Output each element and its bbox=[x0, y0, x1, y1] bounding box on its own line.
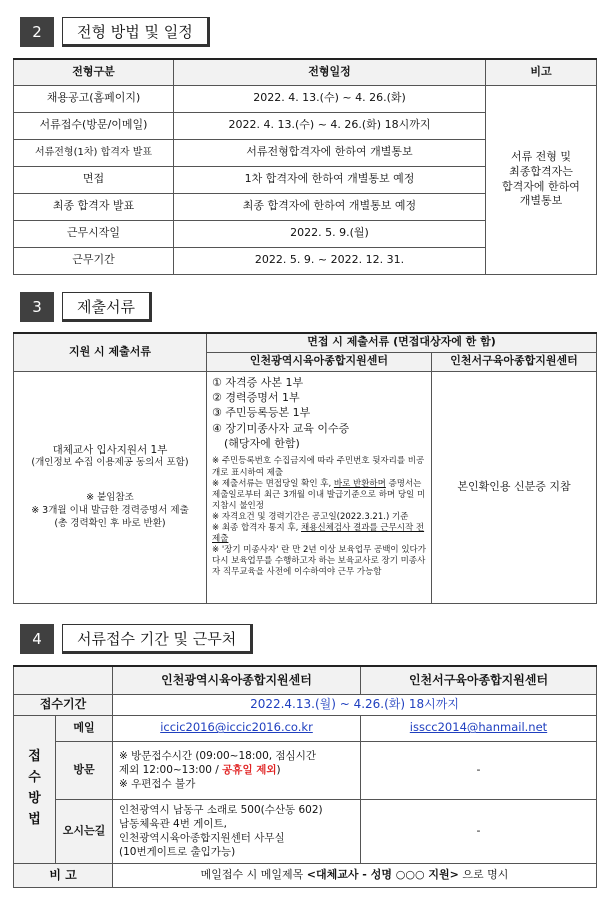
interview-docs-cell: ① 자격증 사본 1부 ② 경력증명서 1부 ③ 주민등록등본 1부 ④ 장기미종사자 교육 이수증 (해당자에 한함) ※ 주민등록번호 수집금지에 따라 주민번호 뒷자리를 비공개로 표시하여 제출 ※ 제출서류는 면접당일 확인 후, 바로 반환하며 증명서는 제출일로부터 최근 3개월 이내 발급기준으로 하며 당일 미지참시 불인정 ※ 자격요건 및 경력기간은 공고일(2022.3.21.) 기준 ※ 최종 합격자 통지 후, 채용신체검사 결과를 근무시작 전 제출 ※ '장기 미종사자' 란 만 2년 이상 보육업무 공백이 있다가 다시 보육업무를 수행하고자 하는 보육교사로 장기 미종사자 직무교육을 사전에 이수하여야 근무 가능함 bbox=[207, 371, 432, 603]
remark-value: 메일접수 시 메일제목 <대체교사 - 성명 ○○○ 지원> 으로 명시 bbox=[113, 863, 597, 887]
row-schedule: 서류전형합격자에 한하여 개별통보 bbox=[174, 139, 486, 166]
directions-center2: - bbox=[361, 799, 597, 863]
method-label: 접 수 방 법 bbox=[14, 715, 56, 863]
directions-label: 오시는길 bbox=[56, 799, 113, 863]
section2-title: 전형 방법 및 일정 bbox=[62, 17, 210, 47]
header-blank bbox=[14, 666, 113, 694]
header-center2: 인천서구육아종합지원센터 bbox=[432, 352, 597, 371]
period-value: 2022.4.13.(월) ~ 4.26.(화) 18시까지 bbox=[113, 694, 597, 715]
remark-label: 비 고 bbox=[14, 863, 113, 887]
section3-header bbox=[20, 292, 152, 322]
documents-table bbox=[13, 332, 597, 604]
apply-docs-cell: 대체교사 입사지원서 1부 (개인정보 수집 이용제공 동의서 포함) ※ 붙임참조 ※ 3개월 이내 발급한 경력증명서 제출 (총 경력확인 후 바로 반환) bbox=[14, 371, 207, 603]
row-label: 채용공고(홈페이지) bbox=[14, 85, 174, 112]
header-note: 비고 bbox=[486, 59, 597, 85]
row-schedule: 1차 합격자에 한하여 개별통보 예정 bbox=[174, 166, 486, 193]
email-link-center1[interactable]: iccic2016@iccic2016.co.kr bbox=[113, 715, 361, 741]
header-center1: 인천광역시육아종합지원센터 bbox=[113, 666, 361, 694]
row-label: 최종 합격자 발표 bbox=[14, 193, 174, 220]
section2-number: 2 bbox=[20, 17, 54, 47]
email-label: 메일 bbox=[56, 715, 113, 741]
schedule-table bbox=[13, 58, 597, 275]
section3-title: 제출서류 bbox=[62, 292, 152, 322]
visit-label: 방문 bbox=[56, 741, 113, 799]
section4-header bbox=[20, 624, 253, 654]
section3-number: 3 bbox=[20, 292, 54, 322]
header-schedule: 전형일정 bbox=[174, 59, 486, 85]
row-label: 근무시작일 bbox=[14, 220, 174, 247]
schedule-note: 서류 전형 및 최종합격자는 합격자에 한하여 개별통보 bbox=[486, 85, 597, 274]
header-center2: 인천서구육아종합지원센터 bbox=[361, 666, 597, 694]
row-label: 서류전형(1차) 합격자 발표 bbox=[14, 139, 174, 166]
header-type: 전형구분 bbox=[14, 59, 174, 85]
row-schedule: 2022. 4. 13.(수) ~ 4. 26.(화) 18시까지 bbox=[174, 112, 486, 139]
header-interview-docs: 면접 시 제출서류 (면접대상자에 한 함) bbox=[207, 333, 597, 352]
row-label: 근무기간 bbox=[14, 247, 174, 274]
section4-number: 4 bbox=[20, 624, 54, 654]
row-schedule: 2022. 5. 9. ~ 2022. 12. 31. bbox=[174, 247, 486, 274]
period-label: 접수기간 bbox=[14, 694, 113, 715]
row-schedule: 최종 합격자에 한하여 개별통보 예정 bbox=[174, 193, 486, 220]
row-schedule: 2022. 5. 9.(월) bbox=[174, 220, 486, 247]
row-label: 서류접수(방문/이메일) bbox=[14, 112, 174, 139]
directions-info: 인천광역시 남동구 소래로 500(수산동 602) 남동체육관 4번 게이트, 인천광역시육아종합지원센터 사무실 (10번게이트로 출입가능) bbox=[113, 799, 361, 863]
center2-docs-cell: 본인확인용 신분증 지참 bbox=[432, 371, 597, 603]
header-center1: 인천광역시육아종합지원센터 bbox=[207, 352, 432, 371]
visit-info-center2: - bbox=[361, 741, 597, 799]
email-link-center2[interactable]: isscc2014@hanmail.net bbox=[361, 715, 597, 741]
section2-header bbox=[20, 17, 210, 47]
visit-info: ※ 방문접수시간 (09:00~18:00, 점심시간 제외 12:00~13:00 / 공휴일 제외) ※ 우편접수 불가 bbox=[113, 741, 361, 799]
submission-table bbox=[13, 665, 597, 888]
section4-title: 서류접수 기간 및 근무처 bbox=[62, 624, 253, 654]
header-apply-docs: 지원 시 제출서류 bbox=[14, 333, 207, 371]
row-label: 면접 bbox=[14, 166, 174, 193]
row-schedule: 2022. 4. 13.(수) ~ 4. 26.(화) bbox=[174, 85, 486, 112]
